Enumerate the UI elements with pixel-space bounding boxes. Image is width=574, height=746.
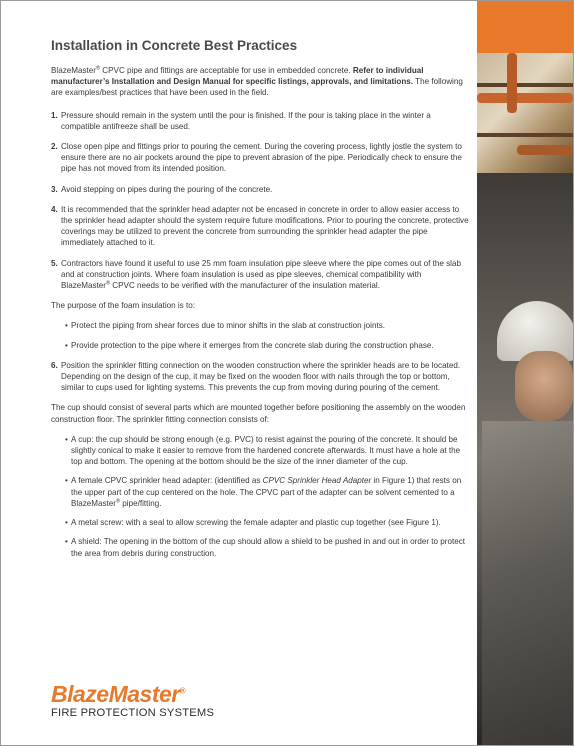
step-text: Close open pipe and fittings prior to pouring the cement. During the covering process, lightly jostle the system to ensure there are no air pockets around the pipe to prevent abrasion of the pipe. Periodically check to ensure the pipe has not moved from its intended position.	[61, 142, 462, 174]
bullet-item	[65, 320, 471, 331]
worker-photo	[477, 173, 573, 745]
logo-reg-mark: ®	[179, 686, 186, 696]
logo-wordmark	[51, 682, 214, 706]
step-text: Position the sprinkler fitting connection on the wooden construction where the sprinkler heads are to be located. Depending on the design of the cup, it may be fixed on the wooden floor with nails through the top or bottom, similar to cups used for lighting systems. This prevents the cup from moving during pouring of the cement.	[61, 360, 461, 393]
bullet-text: A cup: the cup should be strong enough (e.g. PVC) to resist against the pouring of the concrete. It should be slightly conical to make it easier to remove from the hardened concrete afterwards. It must have a hole at the top and bottom. The opening at the bottom should be the size of the inner diameter of the cup.	[71, 434, 461, 467]
pipe-photo	[477, 53, 573, 173]
intro-reg-mark: ®	[95, 65, 101, 72]
bullet-text-part: A female CPVC sprinkler head adapter: (identified as	[71, 476, 263, 486]
bullet-item	[65, 340, 471, 351]
step-item	[51, 360, 471, 394]
orange-accent-block	[477, 1, 573, 53]
steps-list-1	[51, 110, 471, 292]
bullet-text-italic: CPVC Sprinkler Head Adapter	[262, 476, 372, 486]
bullet-item	[65, 434, 471, 468]
bullet-glyph: •	[65, 537, 68, 547]
step-item	[51, 141, 471, 175]
step-number: 2.	[51, 142, 58, 152]
step5-text-2: CPVC needs to be verified with the manufacturer of the insulation material.	[110, 281, 380, 291]
step-text: Avoid stepping on pipes during the pouring of the concrete.	[61, 184, 273, 194]
intro-text-1: CPVC pipe and fittings are acceptable for use in embedded concrete.	[100, 66, 353, 75]
bullet-item	[65, 517, 471, 528]
step-number: 6.	[51, 360, 58, 370]
intro-text-2: The following are examples/best practices that have been used in the field.	[51, 77, 463, 98]
bullet-glyph: •	[65, 321, 68, 331]
step-text	[61, 258, 471, 292]
pipe-horizontal	[477, 93, 573, 103]
bullet-item	[65, 536, 471, 558]
shelf-line	[477, 83, 573, 87]
bullet-reg-mark: ®	[115, 498, 121, 505]
cup-intro: The cup should consist of several parts which are mounted together before positioning the assembly on the wooden construction floor. The sprinkler fitting connection consists of:	[51, 403, 466, 424]
bullet-text: A shield: The opening in the bottom of the cup should allow a shield to be pushed in and out in order to protect the area from debris during construction.	[71, 537, 466, 558]
content-column	[51, 38, 471, 568]
step-text: Pressure should remain in the system until the pour is finished. If the pour is taking place in the winter a compatible antifreeze shall be used.	[61, 110, 431, 131]
worker-shirt	[482, 421, 573, 745]
step-item	[51, 184, 471, 195]
worker-face	[515, 351, 573, 421]
intro-brand: BlazeMaster	[51, 66, 96, 75]
bullet-text	[71, 476, 461, 507]
cup-bullets	[51, 434, 471, 559]
bullet-text-part: pipe/fitting.	[120, 498, 162, 508]
step5-text-1: Contractors have found it useful to use 25 mm foam insulation pipe sleeve where the pipe comes out of the slab and at construction joints. Where foam insulation is used as pipe sleeves, chemical compatibility with BlazeMaster	[61, 258, 461, 291]
page-title: Installation in Concrete Best Practices	[51, 38, 298, 53]
bullet-item	[65, 475, 471, 509]
step-number: 3.	[51, 184, 58, 194]
logo-tagline: FIRE PROTECTION SYSTEMS	[51, 707, 215, 719]
bullet-text: Protect the piping from shear forces due to minor shifts in the slab at construction joints.	[71, 321, 386, 331]
pipe-vertical	[507, 53, 517, 113]
bullet-glyph: •	[65, 518, 68, 528]
step-item	[51, 110, 471, 132]
steps-list-2	[51, 360, 471, 394]
photo-column	[477, 1, 573, 745]
foam-intro: The purpose of the foam insulation is to:	[51, 301, 195, 311]
bullet-text: A metal screw: with a seal to allow screwing the female adapter and plastic cup together (see Figure 1).	[71, 518, 441, 528]
bullet-glyph: •	[65, 434, 68, 444]
intro-bold-note: Refer to individual manufacturer’s Installation and Design Manual for specific listings, approvals, and limitations.	[51, 66, 424, 87]
shelf-line	[477, 133, 573, 137]
bullet-glyph: •	[65, 340, 68, 350]
step-number: 4.	[51, 204, 58, 214]
logo-name: BlazeMaster	[51, 681, 180, 707]
bullet-text: Provide protection to the pipe where it emerges from the concrete slab during the construction phase.	[71, 340, 434, 350]
step-number: 1.	[51, 110, 58, 120]
pipe-horizontal	[517, 145, 573, 155]
step-number: 5.	[51, 258, 58, 268]
foam-bullets	[51, 320, 471, 350]
brand-logo	[51, 682, 214, 720]
bullet-glyph: •	[65, 476, 68, 486]
bullet-text-part: in Figure 1) that rests on the upper part of the cup centered on the hole. The CPVC part of the adapter can be solvent cemented to a BlazeMaster	[71, 476, 462, 508]
step-text: It is recommended that the sprinkler head adapter not be encased in concrete in order to allow easier access to the sprinkler head adapter should the system require future modifications. Prior to pouring the concrete, protective coverings may be utilized to prevent the concrete from surrounding the sprinkler head adapter the pipe immediately attached to it.	[61, 204, 469, 248]
step-item	[51, 258, 471, 292]
step-item	[51, 204, 471, 249]
intro-paragraph	[51, 65, 471, 99]
step5-reg-mark: ®	[105, 280, 111, 287]
